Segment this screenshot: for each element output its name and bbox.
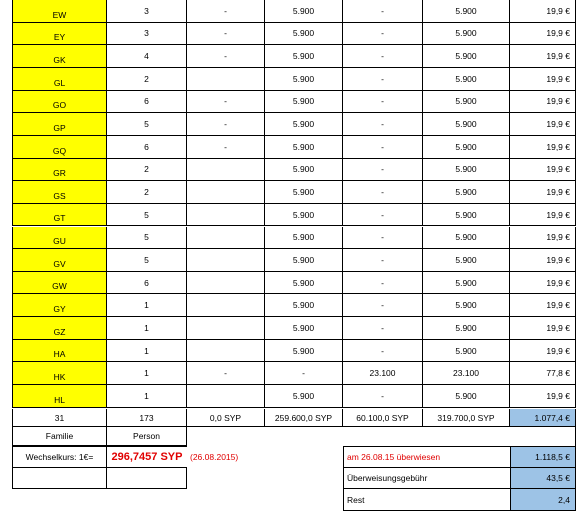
col3-cell bbox=[187, 181, 265, 204]
person-count: 6 bbox=[107, 91, 187, 114]
family-code: HL bbox=[12, 385, 107, 408]
col3-cell bbox=[187, 340, 265, 363]
euro-cell: 19,9 € bbox=[510, 181, 576, 204]
person-count: 5 bbox=[107, 113, 187, 136]
person-count: 5 bbox=[107, 204, 187, 227]
family-code: GY bbox=[12, 294, 107, 317]
table-row bbox=[0, 0, 587, 23]
person-count: 6 bbox=[107, 136, 187, 159]
col4-cell: 5.900 bbox=[265, 227, 343, 250]
col6-cell: 5.900 bbox=[423, 181, 510, 204]
euro-cell: 77,8 € bbox=[510, 362, 576, 385]
family-code: EW bbox=[12, 0, 107, 23]
euro-cell: 19,9 € bbox=[510, 317, 576, 340]
rest-label: Rest bbox=[343, 489, 510, 511]
col4-cell: - bbox=[265, 362, 343, 385]
table-row bbox=[0, 204, 587, 227]
euro-cell: 19,9 € bbox=[510, 91, 576, 114]
person-count: 2 bbox=[107, 159, 187, 182]
family-code: GT bbox=[12, 204, 107, 227]
person-count: 5 bbox=[107, 227, 187, 250]
col3-cell bbox=[187, 249, 265, 272]
col3-cell bbox=[187, 317, 265, 340]
exchange-row bbox=[0, 446, 587, 468]
labels-row bbox=[0, 427, 587, 446]
family-code: HK bbox=[12, 362, 107, 385]
person-count: 4 bbox=[107, 45, 187, 68]
col5-cell: - bbox=[343, 68, 423, 91]
col6-cell: 5.900 bbox=[423, 204, 510, 227]
col6-cell: 5.900 bbox=[423, 23, 510, 46]
euro-cell: 19,9 € bbox=[510, 249, 576, 272]
euro-cell: 19,9 € bbox=[510, 294, 576, 317]
col5-cell: - bbox=[343, 181, 423, 204]
family-code: GW bbox=[12, 272, 107, 295]
table-row bbox=[0, 294, 587, 317]
table-row bbox=[0, 317, 587, 340]
col5-cell: - bbox=[343, 249, 423, 272]
col4-cell: 5.900 bbox=[265, 68, 343, 91]
table-row bbox=[0, 272, 587, 295]
col5-cell: - bbox=[343, 91, 423, 114]
col3-cell: - bbox=[187, 362, 265, 385]
empty-cell bbox=[510, 427, 576, 446]
col4-cell: 5.900 bbox=[265, 113, 343, 136]
fee-label: Überweisungsgebühr bbox=[343, 468, 510, 489]
totals-row bbox=[0, 409, 587, 427]
col4-cell: 5.900 bbox=[265, 249, 343, 272]
col5-cell: - bbox=[343, 159, 423, 182]
table-row bbox=[0, 340, 587, 363]
table-row bbox=[0, 385, 587, 408]
fee-row bbox=[0, 468, 587, 489]
family-code: HA bbox=[12, 340, 107, 363]
person-count: 6 bbox=[107, 272, 187, 295]
exchange-rate: 296,7457 SYP bbox=[107, 446, 187, 468]
col5-cell: - bbox=[343, 294, 423, 317]
family-code: GP bbox=[12, 113, 107, 136]
col4-cell: 5.900 bbox=[265, 91, 343, 114]
exchange-date: (26.08.2015) bbox=[190, 452, 239, 462]
col3-cell: - bbox=[187, 45, 265, 68]
rest-row bbox=[0, 489, 587, 511]
euro-cell: 19,9 € bbox=[510, 113, 576, 136]
col5-cell: - bbox=[343, 204, 423, 227]
table-row bbox=[0, 68, 587, 91]
person-label: Person bbox=[107, 427, 187, 446]
col5-cell: - bbox=[343, 385, 423, 408]
euro-cell: 19,9 € bbox=[510, 227, 576, 250]
total-col3: 0,0 SYP bbox=[187, 409, 265, 427]
person-count: 1 bbox=[107, 385, 187, 408]
col4-cell: 5.900 bbox=[265, 385, 343, 408]
family-code: EY bbox=[12, 23, 107, 46]
family-code: GL bbox=[12, 68, 107, 91]
col3-cell bbox=[187, 68, 265, 91]
total-euro: 1.077,4 € bbox=[510, 409, 576, 427]
table-row bbox=[0, 181, 587, 204]
familie-label: Familie bbox=[12, 427, 107, 446]
family-code: GV bbox=[12, 249, 107, 272]
table-row bbox=[0, 249, 587, 272]
transfer-label: am 26.08.15 überwiesen bbox=[343, 446, 510, 468]
col6-cell: 5.900 bbox=[423, 159, 510, 182]
table-row bbox=[0, 136, 587, 159]
total-persons: 173 bbox=[107, 409, 187, 427]
total-col4: 259.600,0 SYP bbox=[265, 409, 343, 427]
family-code: GQ bbox=[12, 136, 107, 159]
col6-cell: 5.900 bbox=[423, 272, 510, 295]
col6-cell: 5.900 bbox=[423, 249, 510, 272]
family-code: GU bbox=[12, 227, 107, 250]
family-code: GO bbox=[12, 91, 107, 114]
total-col5: 60.100,0 SYP bbox=[343, 409, 423, 427]
col6-cell: 5.900 bbox=[423, 91, 510, 114]
person-count: 2 bbox=[107, 68, 187, 91]
person-count: 1 bbox=[107, 317, 187, 340]
euro-cell: 19,9 € bbox=[510, 68, 576, 91]
col4-cell: 5.900 bbox=[265, 294, 343, 317]
col5-cell: - bbox=[343, 317, 423, 340]
person-count: 3 bbox=[107, 0, 187, 23]
total-col6: 319.700,0 SYP bbox=[423, 409, 510, 427]
person-count: 1 bbox=[107, 340, 187, 363]
col6-cell: 23.100 bbox=[423, 362, 510, 385]
col6-cell: 5.900 bbox=[423, 45, 510, 68]
col4-cell: 5.900 bbox=[265, 340, 343, 363]
euro-cell: 19,9 € bbox=[510, 204, 576, 227]
col3-cell: - bbox=[187, 0, 265, 23]
euro-cell: 19,9 € bbox=[510, 0, 576, 23]
exchange-label: Wechselkurs: 1€= bbox=[12, 446, 107, 468]
col6-cell: 5.900 bbox=[423, 227, 510, 250]
col4-cell: 5.900 bbox=[265, 204, 343, 227]
empty-left bbox=[12, 468, 107, 489]
col5-cell: - bbox=[343, 136, 423, 159]
col6-cell: 5.900 bbox=[423, 340, 510, 363]
col5-cell: - bbox=[343, 272, 423, 295]
col3-cell bbox=[187, 159, 265, 182]
table-row bbox=[0, 227, 587, 250]
col4-cell: 5.900 bbox=[265, 181, 343, 204]
col6-cell: 5.900 bbox=[423, 68, 510, 91]
col4-cell: 5.900 bbox=[265, 159, 343, 182]
euro-cell: 19,9 € bbox=[510, 385, 576, 408]
col6-cell: 5.900 bbox=[423, 385, 510, 408]
table-row bbox=[0, 45, 587, 68]
col5-cell: - bbox=[343, 0, 423, 23]
euro-cell: 19,9 € bbox=[510, 45, 576, 68]
table-row bbox=[0, 362, 587, 385]
family-code: GR bbox=[12, 159, 107, 182]
table-row bbox=[0, 159, 587, 182]
col3-cell bbox=[187, 204, 265, 227]
col5-cell: - bbox=[343, 340, 423, 363]
person-count: 1 bbox=[107, 294, 187, 317]
col4-cell: 5.900 bbox=[265, 45, 343, 68]
col5-cell: 23.100 bbox=[343, 362, 423, 385]
col5-cell: - bbox=[343, 227, 423, 250]
col3-cell bbox=[187, 227, 265, 250]
col4-cell: 5.900 bbox=[265, 272, 343, 295]
col6-cell: 5.900 bbox=[423, 113, 510, 136]
family-code: GZ bbox=[12, 317, 107, 340]
euro-cell: 19,9 € bbox=[510, 136, 576, 159]
transfer-value: 1.118,5 € bbox=[510, 446, 576, 468]
col5-cell: - bbox=[343, 23, 423, 46]
col4-cell: 5.900 bbox=[265, 23, 343, 46]
person-count: 5 bbox=[107, 249, 187, 272]
col3-cell: - bbox=[187, 113, 265, 136]
table-row bbox=[0, 23, 587, 46]
col4-cell: 5.900 bbox=[265, 0, 343, 23]
col6-cell: 5.900 bbox=[423, 294, 510, 317]
col6-cell: 5.900 bbox=[423, 136, 510, 159]
euro-cell: 19,9 € bbox=[510, 272, 576, 295]
col3-cell: - bbox=[187, 91, 265, 114]
col3-cell: - bbox=[187, 136, 265, 159]
euro-cell: 19,9 € bbox=[510, 340, 576, 363]
col4-cell: 5.900 bbox=[265, 317, 343, 340]
fee-value: 43,5 € bbox=[510, 468, 576, 489]
col6-cell: 5.900 bbox=[423, 0, 510, 23]
col3-cell bbox=[187, 385, 265, 408]
col5-cell: - bbox=[343, 45, 423, 68]
family-code: GK bbox=[12, 45, 107, 68]
euro-cell: 19,9 € bbox=[510, 23, 576, 46]
col4-cell: 5.900 bbox=[265, 136, 343, 159]
person-count: 2 bbox=[107, 181, 187, 204]
family-code: GS bbox=[12, 181, 107, 204]
person-count: 3 bbox=[107, 23, 187, 46]
col3-cell bbox=[187, 272, 265, 295]
col6-cell: 5.900 bbox=[423, 317, 510, 340]
person-count: 1 bbox=[107, 362, 187, 385]
col5-cell: - bbox=[343, 113, 423, 136]
rest-value: 2,4 bbox=[510, 489, 576, 511]
euro-cell: 19,9 € bbox=[510, 159, 576, 182]
col3-cell: - bbox=[187, 23, 265, 46]
total-families: 31 bbox=[12, 409, 107, 427]
table-row bbox=[0, 113, 587, 136]
table-row bbox=[0, 91, 587, 114]
empty-left-2 bbox=[107, 468, 187, 489]
col3-cell bbox=[187, 294, 265, 317]
